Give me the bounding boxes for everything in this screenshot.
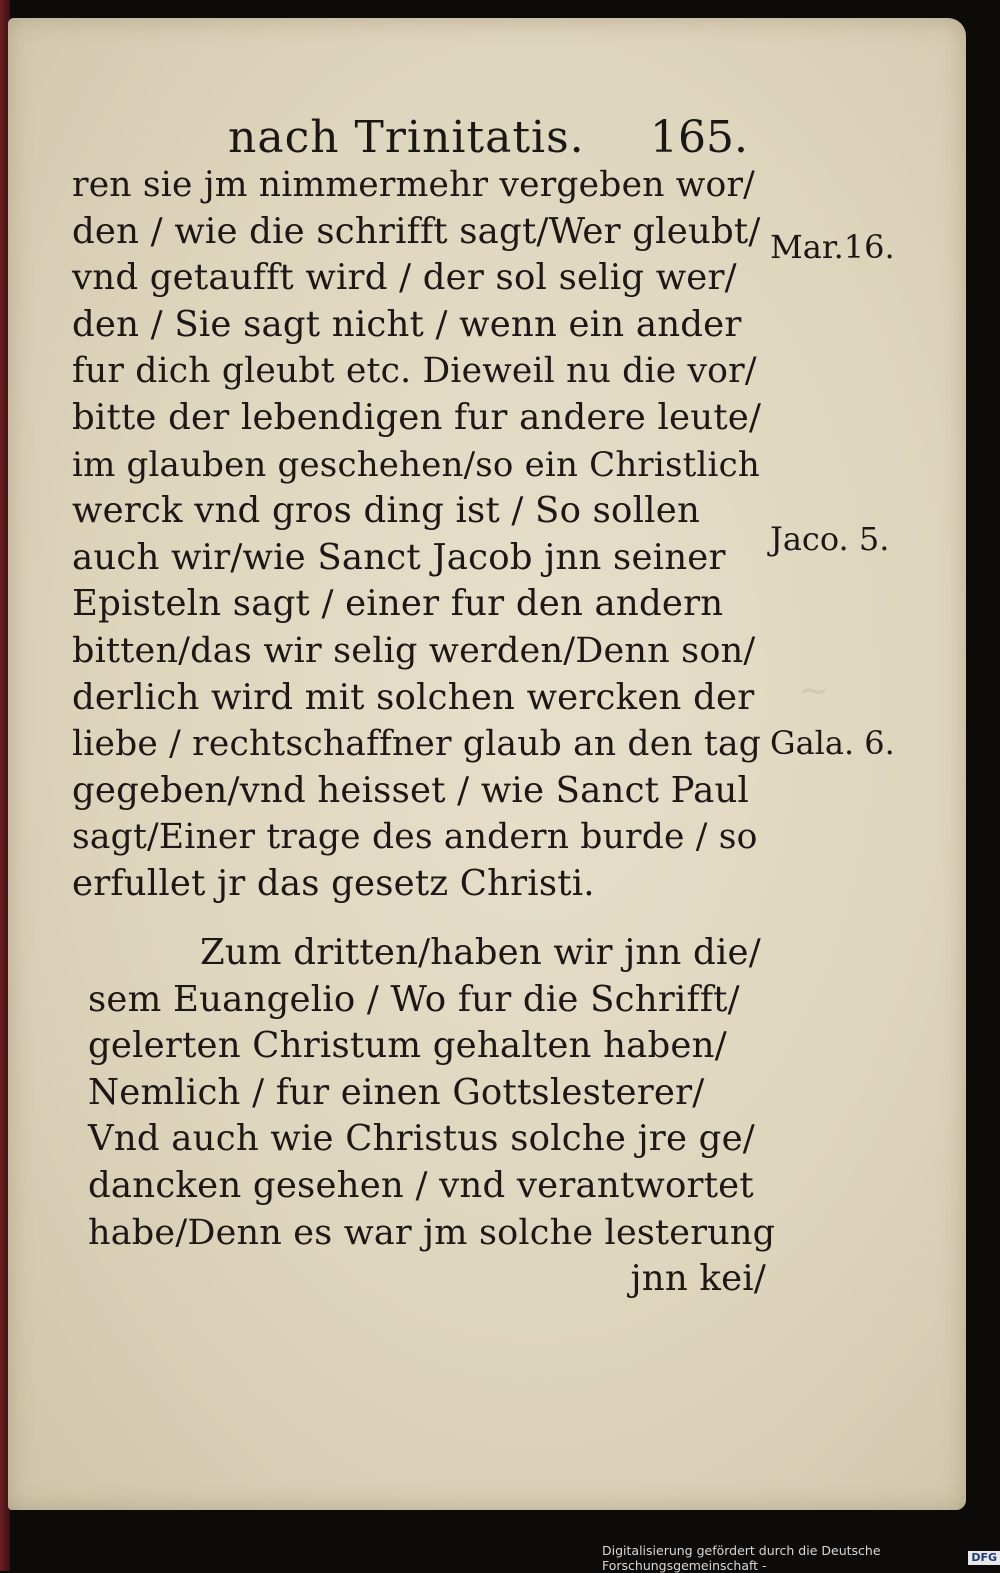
text-line: vnd getaufft wird / der sol selig wer/ (72, 257, 737, 299)
text-line: Episteln sagt / einer fur den andern (72, 583, 724, 625)
text-line: ren sie jm nimmermehr vergeben wor/ (72, 165, 756, 205)
text-line: Nemlich / fur einen Gottslesterer/ (88, 1071, 705, 1113)
text-line: den / wie die schrifft sagt/Wer gleubt/ (72, 210, 761, 252)
text-line: sagt/Einer trage des andern burde / so (72, 817, 758, 858)
text-line: Zum dritten/haben wir jnn die/ (200, 932, 761, 973)
catchword-line: jnn kei/ (630, 1258, 766, 1300)
text-line: gelerten Christum gehalten haben/ (88, 1025, 727, 1067)
paragraph-1 (72, 162, 762, 908)
text-line: bitte der lebendigen fur andere leute/ (72, 396, 762, 438)
digitization-credit (602, 1543, 1000, 1573)
text-line: Vnd auch wie Christus solche jre ge/ (88, 1118, 755, 1160)
text-line: werck vnd gros ding ist / So sollen (72, 490, 701, 532)
text-line: sem Euangelio / Wo fur die Schrifft/ (88, 978, 740, 1020)
margin-note-mark: Mar.16. (770, 228, 895, 266)
margin-note-james: Jaco. 5. (770, 520, 890, 558)
text-line: den / Sie sagt nicht / wenn ein ander (72, 303, 742, 345)
text-line: habe/Denn es war jm solche lesterung (88, 1212, 776, 1253)
text-line: fur dich gleubt etc. Dieweil nu die vor/ (72, 351, 757, 392)
text-line: erfullet jr das gesetz Christi. (72, 862, 595, 904)
page-number: 165. (650, 112, 748, 163)
credit-text: Digitalisierung gefördert durch die Deutsche Forschungsgemeinschaft - (602, 1543, 881, 1573)
text-line: liebe / rechtschaffner glaub an den tag (72, 724, 762, 765)
margin-note-galatians: Gala. 6. (770, 724, 895, 762)
text-line: bitten/das wir selig werden/Denn son/ (72, 630, 756, 671)
dfg-logo: DFG (968, 1551, 1000, 1565)
show-through-ghost: ~ (798, 668, 830, 712)
paragraph-2 (88, 930, 778, 1303)
text-line: im glauben geschehen/so ein Christlich (72, 444, 760, 485)
running-title: nach Trinitatis. (228, 112, 585, 163)
text-line: auch wir/wie Sanct Jacob jnn seiner (72, 536, 726, 578)
text-line: derlich wird mit solchen wercken der (72, 676, 755, 718)
text-line: dancken gesehen / vnd verantwortet (88, 1164, 754, 1206)
text-line: gegeben/vnd heisset / wie Sanct Paul (72, 769, 750, 811)
